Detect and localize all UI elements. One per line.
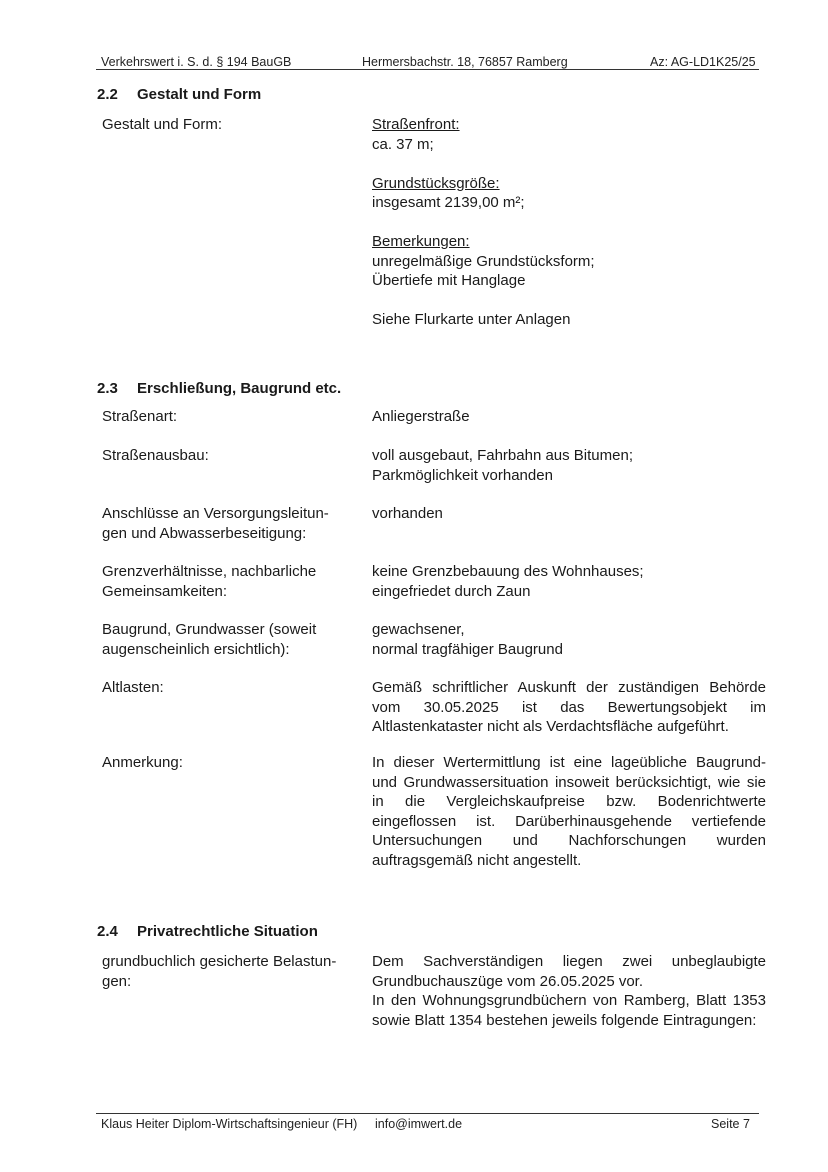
- label-strassenart: Straßenart:: [102, 408, 178, 425]
- baugrund-value-line-1: gewachsener,: [372, 621, 465, 638]
- section-number: 2.2: [97, 86, 118, 103]
- footer-author: Klaus Heiter Diplom-Wirtschaftsingenieur (FH): [101, 1117, 358, 1131]
- baugrund-label-line-1: Baugrund, Grundwasser (soweit: [102, 621, 317, 638]
- header-address: Hermersbachstr. 18, 76857 Ramberg: [362, 55, 568, 69]
- section-title: Privatrechtliche Situation: [137, 923, 318, 940]
- baugrund-label-line-2: augenscheinlich ersichtlich):: [102, 640, 290, 658]
- value-anschluesse: vorhanden: [372, 505, 443, 522]
- label-anschluesse: [102, 504, 362, 543]
- value-gestalt-und-form: [372, 115, 766, 330]
- bemerkungen-line-1: unregelmäßige Grundstücksform;: [372, 252, 595, 270]
- footer-page-number: Seite 7: [711, 1117, 750, 1131]
- value-grenzverhaeltnisse: [372, 562, 766, 601]
- belastungen-paragraph-2: In den Wohnungsgrundbüchern von Ramberg, Blatt 1353 sowie Blatt 1354 bestehen jeweils folgende Eintragungen:: [372, 992, 766, 1029]
- label-anmerkung: Anmerkung:: [102, 754, 183, 771]
- belastungen-paragraph-1: Dem Sachverständigen liegen zwei unbeglaubigte Grundbuchauszüge vom 26.05.2025 vor.: [372, 953, 766, 990]
- label-grenzverhaeltnisse: [102, 562, 362, 601]
- baugrund-value-line-2: normal tragfähiger Baugrund: [372, 640, 563, 658]
- grundstuecksgroesse-value: insgesamt 2139,00 m²;: [372, 194, 525, 211]
- anschluesse-label-line-1: Anschlüsse an Versorgungsleitun-: [102, 505, 329, 522]
- strassenausbau-line-2: Parkmöglichkeit vorhanden: [372, 466, 553, 484]
- grenz-value-line-2: eingefriedet durch Zaun: [372, 582, 531, 600]
- value-strassenart: Anliegerstraße: [372, 408, 470, 425]
- label-strassenausbau: Straßenausbau:: [102, 447, 209, 464]
- belastungen-label-line-2: gen:: [102, 972, 132, 990]
- section-2-3-heading: [97, 380, 341, 397]
- footer-divider: [96, 1113, 759, 1114]
- section-number: 2.4: [97, 923, 118, 940]
- label-gestalt-und-form: Gestalt und Form:: [102, 116, 223, 133]
- label-baugrund: [102, 620, 362, 659]
- label-altlasten: Altlasten:: [102, 679, 164, 696]
- value-altlasten: Gemäß schriftlicher Auskunft der zuständigen Behörde vom 30.05.2025 ist das Bewertungsobjekt im Altlastenkataster nicht als Verdachtsfläche aufgeführt.: [372, 679, 766, 735]
- belastungen-label-line-1: grundbuchlich gesicherte Belastun-: [102, 953, 337, 970]
- footer-email[interactable]: info@imwert.de: [375, 1117, 463, 1131]
- value-belastungen: [372, 952, 766, 1030]
- grundstuecksgroesse-heading: Grundstücksgröße:: [372, 174, 500, 192]
- header-reference: Az: AG-LD1K25/25: [650, 55, 756, 69]
- strassenfront-value: ca. 37 m;: [372, 135, 434, 153]
- bemerkungen-heading: Bemerkungen:: [372, 233, 470, 250]
- grenz-label-line-1: Grenzverhältnisse, nachbarliche: [102, 563, 317, 580]
- section-number: 2.3: [97, 380, 118, 397]
- section-title: Erschließung, Baugrund etc.: [137, 380, 342, 397]
- section-2-4-heading: [97, 923, 318, 940]
- anschluesse-label-line-2: gen und Abwasserbeseitigung:: [102, 524, 307, 542]
- value-strassenausbau: [372, 446, 766, 485]
- value-anmerkung: In dieser Wertermittlung ist eine lageübliche Baugrund- und Grundwassersituation insoweit berücksichtigt, wie sie in die Vergleichskaufpreise bzw. Bodenrichtwerte eingeflossen ist. Darüberhinausgehende vertiefende Untersuchungen und Nachforschungen wurden auftragsgemäß nicht angestellt.: [372, 754, 766, 869]
- grenz-label-line-2: Gemeinsamkeiten:: [102, 582, 228, 600]
- section-2-2-heading: [97, 86, 261, 103]
- header-divider: [96, 69, 759, 70]
- flurkarte-note: Siehe Flurkarte unter Anlagen: [372, 311, 571, 328]
- grenz-value-line-1: keine Grenzbebauung des Wohnhauses;: [372, 563, 644, 580]
- value-baugrund: [372, 620, 766, 659]
- bemerkungen-line-2: Übertiefe mit Hanglage: [372, 272, 526, 289]
- strassenfront-heading: Straßenfront:: [372, 116, 460, 133]
- header-title: Verkehrswert i. S. d. § 194 BauGB: [101, 55, 292, 69]
- strassenausbau-line-1: voll ausgebaut, Fahrbahn aus Bitumen;: [372, 447, 633, 464]
- section-title: Gestalt und Form: [137, 86, 262, 103]
- label-belastungen: [102, 952, 364, 991]
